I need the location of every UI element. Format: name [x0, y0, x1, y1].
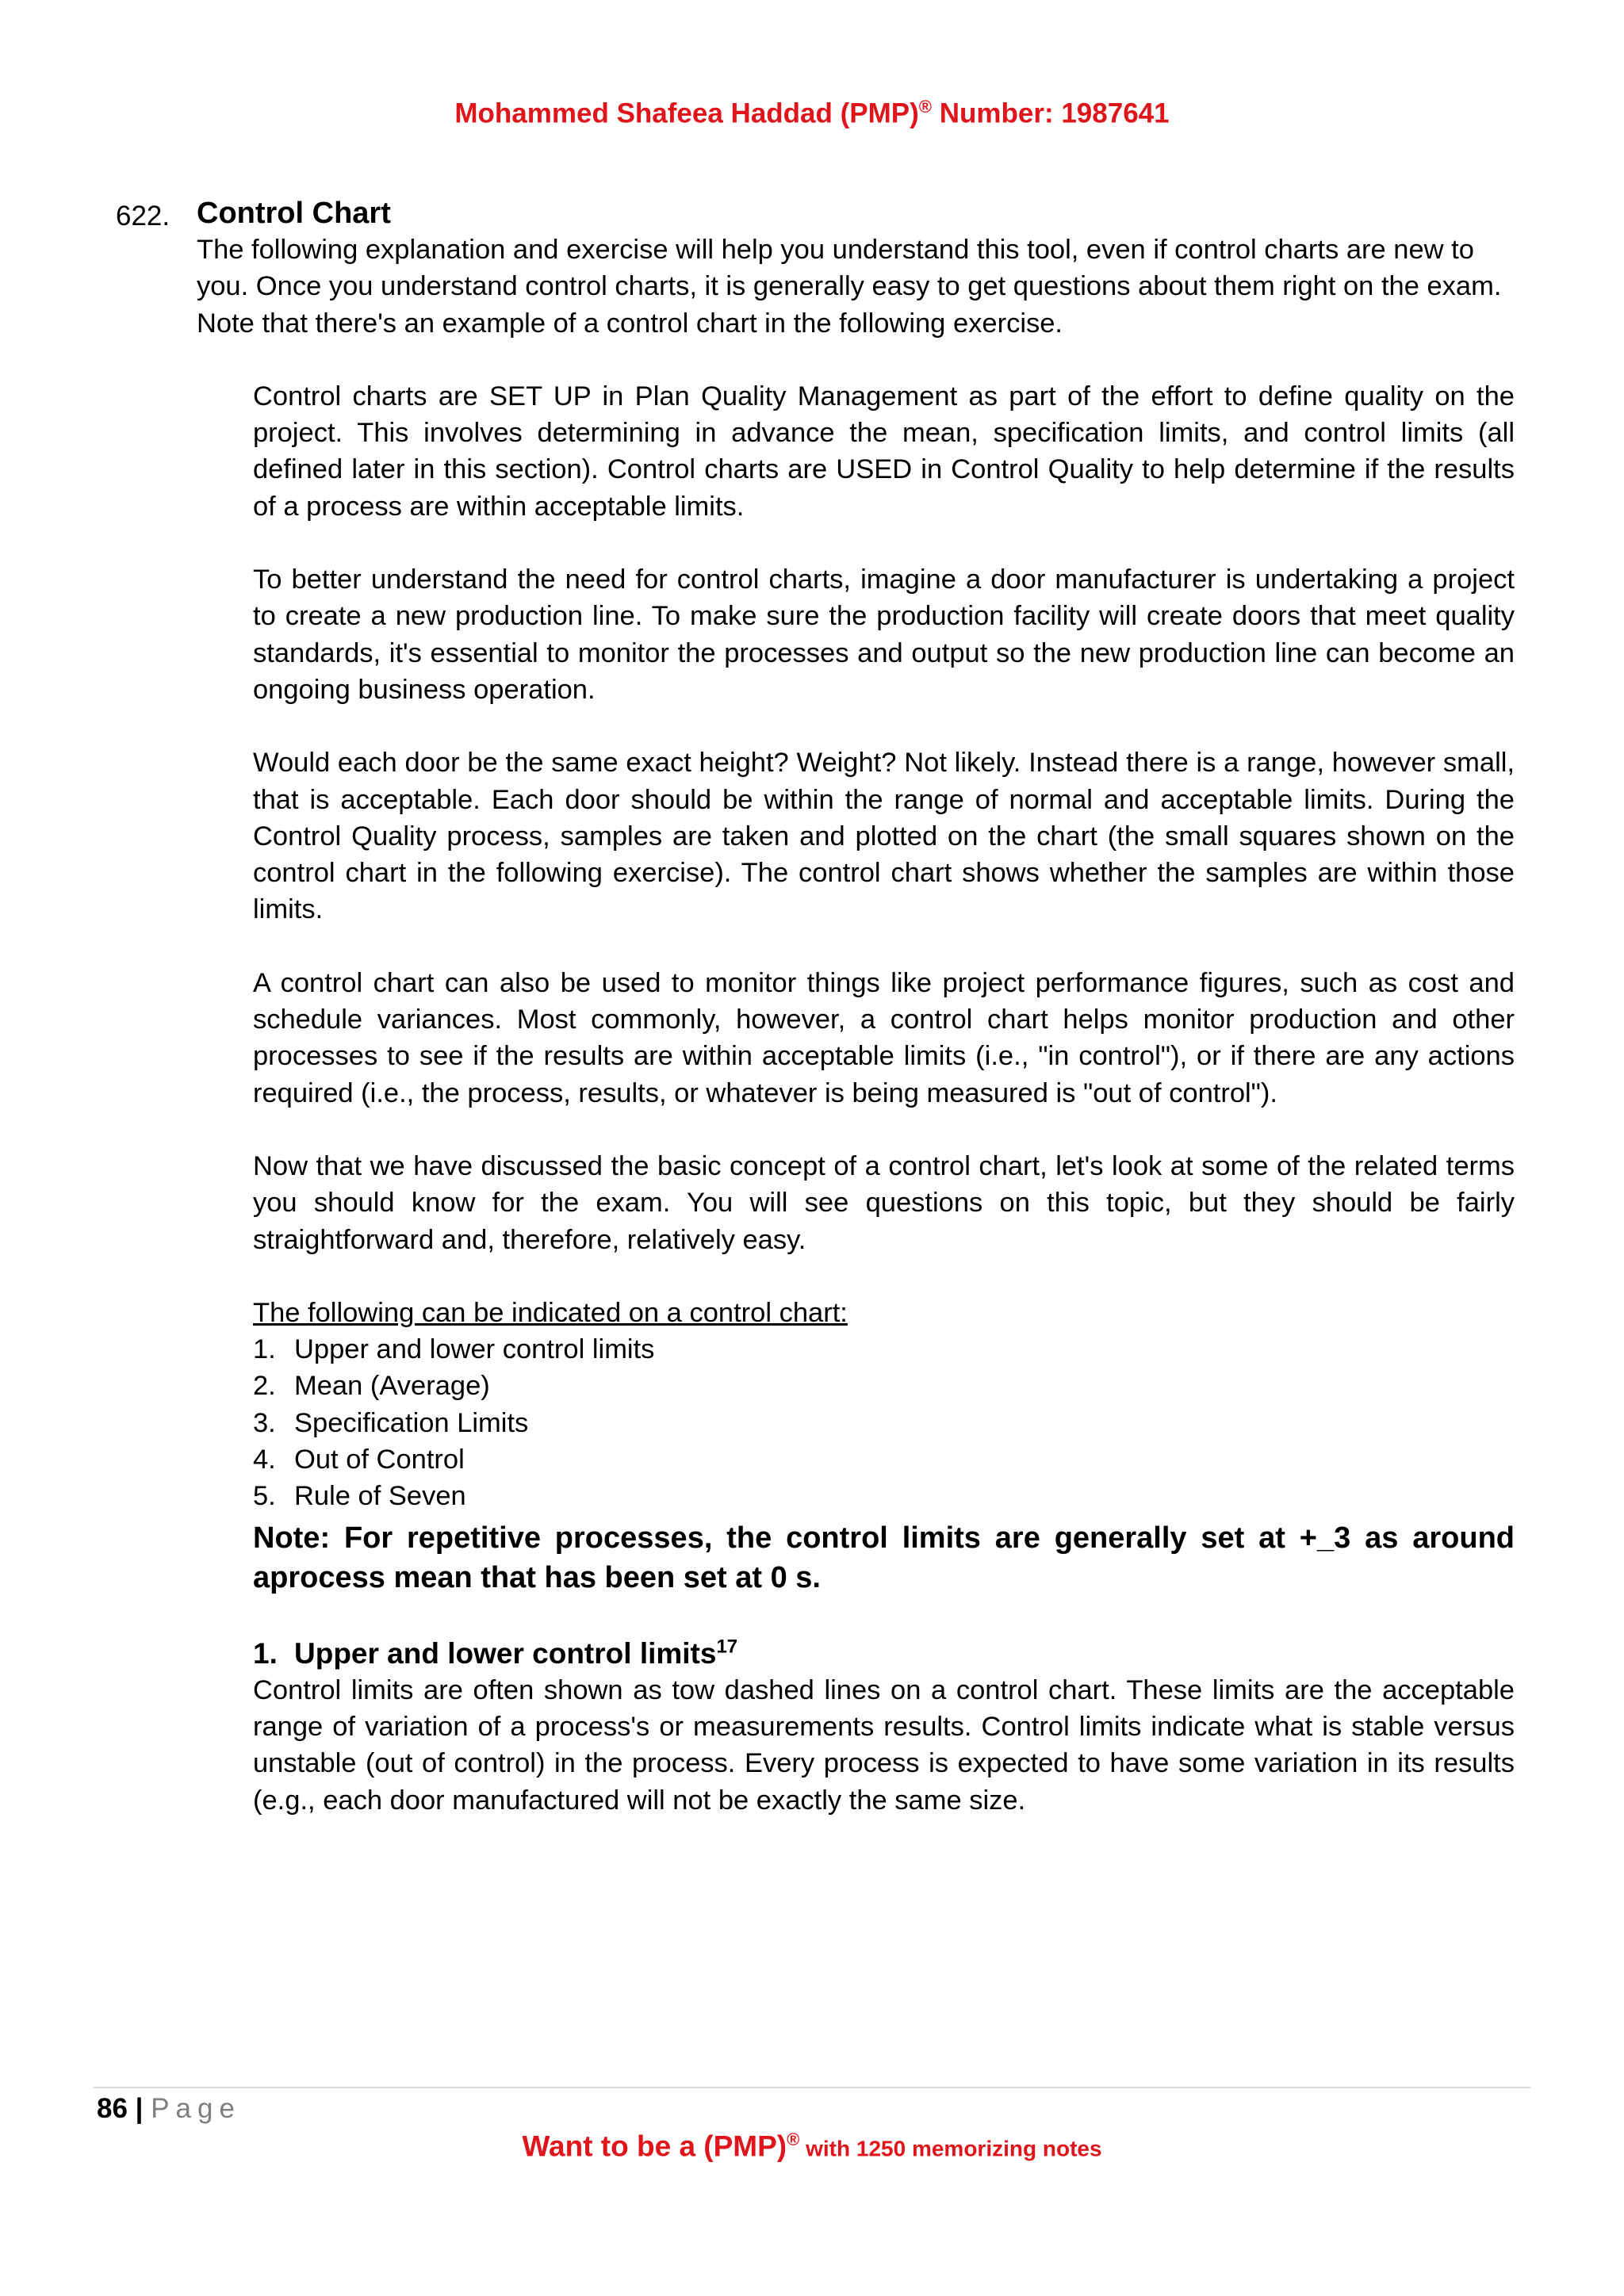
list-item-number: 3. — [253, 1407, 276, 1438]
promo-main: Want to be a (PMP) — [522, 2130, 787, 2163]
list-item — [253, 1368, 1515, 1404]
list-item-label: Specification Limits — [294, 1407, 529, 1438]
list-item-label: Out of Control — [294, 1445, 465, 1475]
page-number-label — [97, 2093, 241, 2125]
paragraph: Now that we have discussed the basic concept of a control chart, let's look at some of the related terms you should know for the exam. You will see questions on this topic, but they should be fairly straightforward and, therefore, relatively easy. — [253, 1150, 1515, 1255]
section-heading — [253, 1636, 1515, 1672]
header-registered-mark: ® — [918, 97, 932, 117]
list-item — [253, 1441, 1515, 1478]
main-content — [197, 195, 1515, 1819]
terms-list — [253, 1331, 1515, 1514]
paragraph: A control chart can also be used to monitor things like project performance figures, such as cost and schedule variances. Most commonly, however, a control chart helps monitor production and other processes to see if the results are within acceptable limits (i.e., "in control"), or if there are any actions required (i.e., the process, results, or whatever is being measured is "out of control"). — [253, 967, 1515, 1108]
list-item — [253, 1405, 1515, 1441]
footer-promo — [0, 2130, 1624, 2163]
list-item-number: 1. — [253, 1334, 276, 1365]
list-item-label: Mean (Average) — [294, 1371, 490, 1402]
list-item-number: 5. — [253, 1481, 276, 1512]
list-item-number: 4. — [253, 1445, 276, 1475]
list-item-label: Upper and lower control limits — [294, 1334, 655, 1365]
paragraph: Control charts are SET UP in Plan Quality Management as part of the effort to define quality on the project. This involves determining in advance the mean, specification limits, and control limits (all defined later in this section). Control charts are USED in Control Quality to help determine if the results of a process are within acceptable limits. — [253, 381, 1515, 522]
header-number: Number: 1987641 — [932, 98, 1170, 129]
list-item-number: 2. — [253, 1371, 276, 1402]
intro-paragraph: The following explanation and exercise will help you understand this tool, even if control charts are new to you. Once you understand control charts, it is generally easy to get questions about them right on the exam. Note that there's an example of a control chart in the following exercise. — [197, 235, 1502, 339]
section-title: Upper and lower control limits — [294, 1636, 717, 1670]
page-separator: | — [127, 2093, 151, 2124]
page-number: 86 — [97, 2093, 128, 2124]
page-header — [0, 97, 1624, 130]
explanation-block — [253, 378, 1515, 1819]
header-author: Mohammed Shafeea Haddad (PMP) — [454, 98, 919, 129]
promo-small: with 1250 memorizing notes — [799, 2136, 1102, 2161]
section-body: Control limits are often shown as tow dashed lines on a control chart. These limits are the acceptable range of variation of a process's or measurements results. Control limits indicate what is stable versus unstable (out of control) in the process. Every process is expected to have some variation in its results (e.g., each door manufactured will not be exactly the same size. — [253, 1674, 1515, 1816]
footer-divider — [94, 2087, 1530, 2088]
list-item — [253, 1331, 1515, 1368]
paragraph: Would each door be the same exact height? Weight? Not likely. Instead there is a range, however small, that is acceptable. Each door should be within the range of normal and acceptable limits. During the Control Quality process, samples are taken and plotted on the chart (the small squares shown on the control chart in the following exercise). The control chart shows whether the samples are within those limits. — [253, 748, 1515, 925]
footnote-marker: 17 — [716, 1636, 738, 1658]
page-word: Page — [151, 2093, 241, 2124]
list-item-label: Rule of Seven — [294, 1481, 466, 1512]
question-number: 622. — [116, 201, 170, 232]
question-title: Control Chart — [197, 197, 391, 230]
list-item — [253, 1478, 1515, 1514]
paragraph: To better understand the need for control charts, imagine a door manufacturer is undertaking a project to create a new production line. To make sure the production facility will create doors that meet quality standards, it's essential to monitor the processes and output so the new production line can become an ongoing business operation. — [253, 564, 1515, 705]
promo-registered-mark: ® — [787, 2130, 800, 2149]
section-number: 1. — [253, 1636, 278, 1670]
list-heading: The following can be indicated on a control chart: — [253, 1297, 848, 1328]
note-paragraph: Note: For repetitive processes, the control limits are generally set at +_3 as around aprocess mean that has been set at 0 s. — [253, 1521, 1515, 1594]
